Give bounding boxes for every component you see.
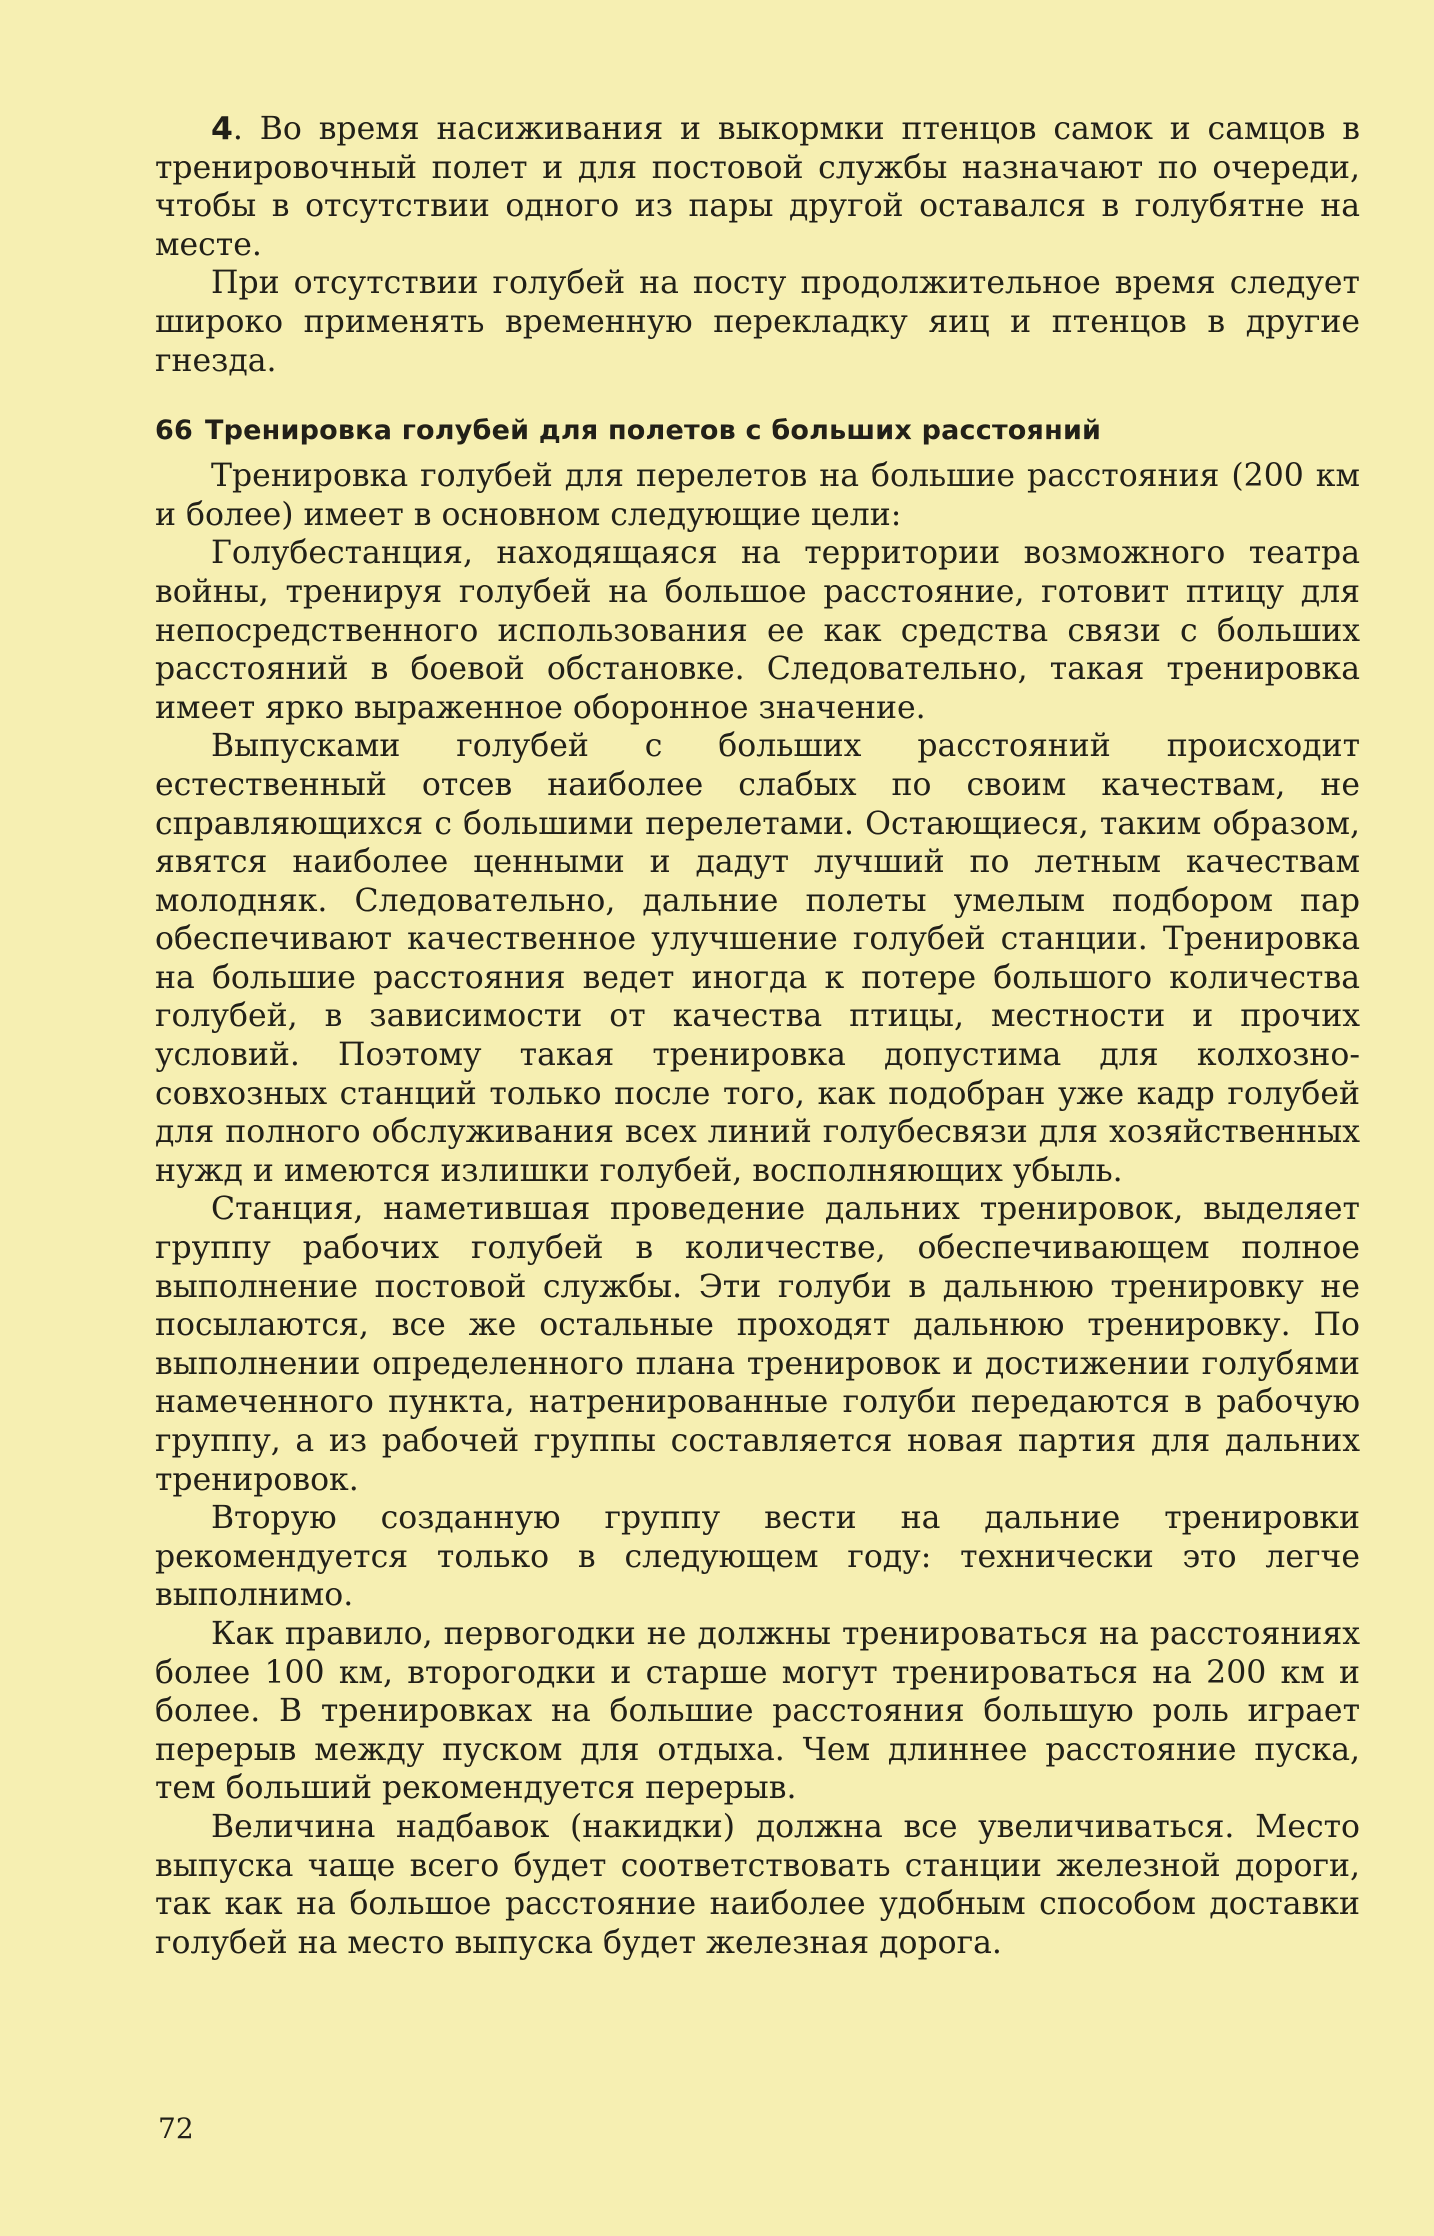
- paragraph-6: Как правило, первогодки не должны тренироваться на расстояниях более 100 км, второгодки и старше могут тренироваться на 200 км и более. В тренировках на большие расстояния большую роль играет перерыв между пуском для отдыха. Чем длиннее расстояние пуска, тем больший рекомендуется перерыв.: [155, 1615, 1360, 1807]
- page-number: 72: [158, 2112, 194, 2145]
- section-heading: [155, 413, 1360, 449]
- paragraph-text: . Во время насиживания и выкормки птенцов самок и самцов в тренировочный полет и для постовой службы назначают по очереди, чтобы в отсутствии одного из пары другой оставался в голубятне на месте.: [155, 111, 1360, 263]
- paragraph-intro-1: [155, 110, 1360, 264]
- paragraph-2: Голубестанция, находящаяся на территории возможного театра войны, тренируя голубей на большое расстояние, готовит птицу для непосредственного использования ее как средства связи с больших расстояний в боевой обстановке. Следовательно, такая тренировка имеет ярко выраженное оборонное значение.: [155, 535, 1360, 726]
- paragraph-4: Станция, наметившая проведение дальних тренировок, выделяет группу рабочих голубей в количестве, обеспечивающем полное выполнение постовой службы. Эти голуби в дальнюю тренировку не посылаются, все же остальные проходят дальнюю тренировку. По выполнении определенного плана тренировок и достижении голубями намеченного пункта, натренированные голуби передаются в рабочую группу, а из рабочей группы составляется новая партия для дальних тренировок.: [155, 1191, 1360, 1498]
- document-page: [155, 110, 1360, 1962]
- paragraph-7: Величина надбавок (накидки) должна все увеличиваться. Место выпуска чаще всего будет соответствовать станции железной дороги, так как на большое расстояние наиболее удобным способом доставки голубей на место выпуска будет железная дорога.: [155, 1808, 1360, 1961]
- paragraph-5: Вторую созданную группу вести на дальние тренировки рекомендуется только в следующем году: технически это легче выполнимо.: [155, 1500, 1360, 1614]
- paragraph-intro-2: При отсутствии голубей на посту продолжительное время следует широко применять временную перекладку яиц и птенцов в другие гнезда.: [155, 265, 1360, 379]
- paragraph-1: Тренировка голубей для перелетов на большие расстояния (200 км и более) имеет в основном следующие цели:: [155, 458, 1360, 533]
- section-number: 66: [155, 415, 193, 447]
- item-number: 4: [211, 111, 233, 147]
- section-title: Тренировка голубей для полетов с больших расстояний: [204, 415, 1102, 447]
- paragraph-3: Выпусками голубей с больших расстояний происходит естественный отсев наиболее слабых по своим качествам, не справляющихся с большими перелетами. Остающиеся, таким образом, явятся наиболее ценными и дадут лучший по летным качествам молодняк. Следовательно, дальние полеты умелым подбором пар обеспечивают качественное улучшение голубей станции. Тренировка на большие расстояния ведет иногда к потере большого количества голубей, в зависимости от качества птицы, местности и прочих условий. Поэтому такая тренировка допустима для колхозно-совхозных станций только после того, как подобран уже кадр голубей для полного обслуживания всех линий голубесвязи для хозяйственных нужд и имеются излишки голубей, восполняющих убыль.: [155, 728, 1360, 1189]
